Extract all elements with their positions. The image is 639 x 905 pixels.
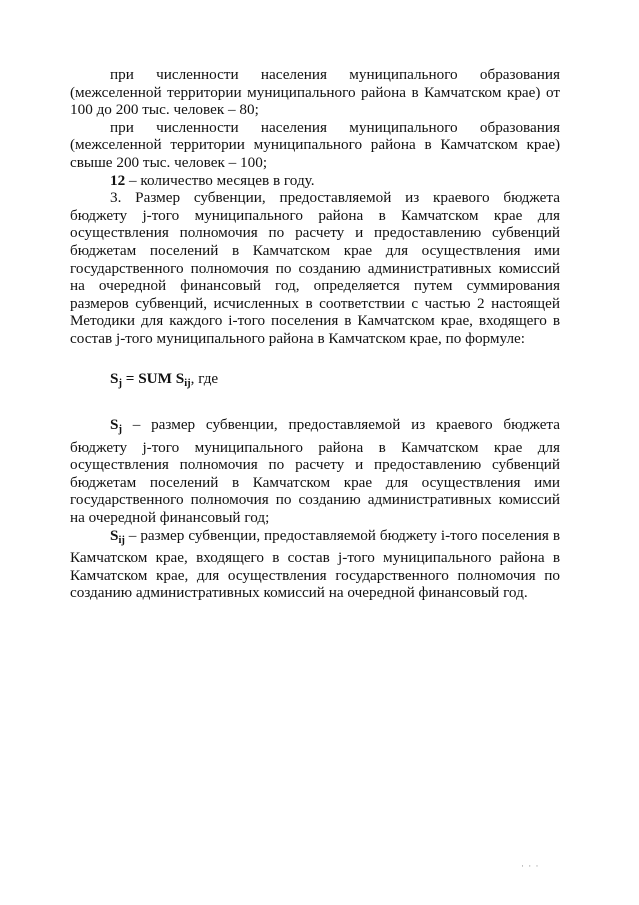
formula-sum: = SUM S <box>121 369 185 387</box>
sij-text: – размер субвенции, предоставляемой бюджету i-того поселения в Камчатском крае, входящего в состав j-того муниципального района в Камчатском крае, для осуществления государственного полномочия по созданию административных комиссий на очередной финансовый год. <box>70 526 560 602</box>
formula <box>70 370 560 393</box>
paragraph-population-1-line1: при численности населения муниципального образования <box>110 66 560 83</box>
months-number: 12 <box>110 171 126 189</box>
formula-s: S <box>110 369 119 387</box>
sj-text: – размер субвенции, предоставляемой из краевого бюджета бюджету j-того муниципального района в Камчатском крае для осуществления полномочия по расчету и предоставлению субвенций бюджетам поселений в Камчатском крае для осуществления ими государственного полномочия по созданию административных комиссий на очередной финансовый год; <box>70 416 560 527</box>
paragraph-section-3: 3. Размер субвенции, предоставляемой из краевого бюджета бюджету j-того муниципального района в Камчатском крае для осуществления полномочия по расчету и предоставлению субвенций бюджетам поселений в Камчатском крае для осуществления ими государственного полномочия по созданию административных комиссий на очередной финансовый год, определяется путем суммирования размеров субвенций, исчисленных в соответствии с частью 2 настоящей Методики для каждого i-того поселения в Камчатском крае, входящего в состав j-того муниципального района в Камчатском крае, по формуле: <box>70 189 560 347</box>
scan-corner-mark: · · · <box>521 861 540 871</box>
formula-sub-j: j <box>118 377 122 389</box>
document-body <box>70 66 560 602</box>
paragraph-population-2-line1: при численности населения муниципального образования <box>110 118 560 136</box>
sj-symbol: S <box>110 416 119 434</box>
paragraph-sij-definition <box>70 527 560 602</box>
sj-subscript: j <box>118 424 122 436</box>
paragraph-sj-definition <box>70 416 560 527</box>
paragraph-population-1-rest: (межселенной территории муниципального района в Камчатском крае) от 100 до 200 тыс. человек – 80; <box>70 83 560 119</box>
paragraph-months <box>70 172 560 190</box>
paragraph-population-2-rest: (межселенной территории муниципального района в Камчатском крае) свыше 200 тыс. человек – 100; <box>70 136 560 171</box>
sij-symbol: S <box>110 526 119 544</box>
formula-tail: , где <box>190 369 219 387</box>
formula-sub-ij: ij <box>184 377 191 389</box>
sij-subscript: ij <box>118 534 125 546</box>
months-text: – количество месяцев в году. <box>125 171 315 189</box>
